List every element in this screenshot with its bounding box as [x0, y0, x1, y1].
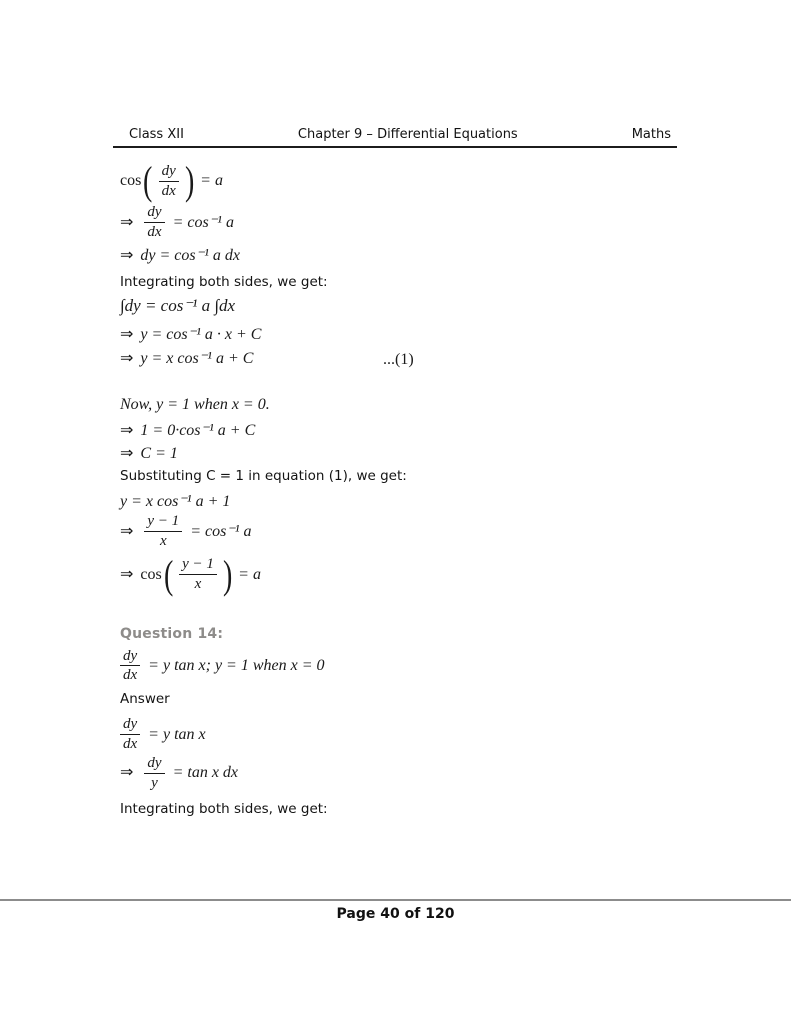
- fraction-numerator: dy: [144, 755, 164, 774]
- fraction-denominator: dx: [147, 223, 162, 240]
- equation-rhs: = cos⁻¹ a: [190, 522, 252, 540]
- equation-rhs: = y tan x: [148, 725, 206, 743]
- implies-arrow: ⇒: [120, 213, 134, 231]
- equation-y-xcosinv: [120, 349, 696, 368]
- fraction-numerator: dy: [144, 204, 164, 223]
- substituting-text: Substituting C = 1 in equation (1), we get:: [120, 467, 407, 484]
- header-subject-label: Maths: [631, 127, 671, 142]
- equation-body: y = x cos⁻¹ a + 1: [120, 492, 231, 510]
- equation-substitute-condition: [120, 421, 696, 440]
- equation-start: [120, 716, 696, 753]
- equation-body: 1 = 0·cos⁻¹ a + C: [140, 421, 256, 439]
- header-rule: [113, 146, 677, 148]
- equation-rhs: = cos⁻¹ a: [172, 213, 234, 231]
- fraction-denominator: y: [151, 774, 158, 791]
- equation-c-equals-1: [120, 444, 696, 463]
- implies-arrow: ⇒: [120, 246, 134, 264]
- equation-dydx-cosinv: [120, 204, 696, 241]
- solution-content: [120, 155, 696, 818]
- equation-cos-dydx: [120, 158, 696, 204]
- fraction-numerator: dy: [120, 716, 140, 735]
- implies-arrow: ⇒: [120, 566, 134, 584]
- implies-arrow: ⇒: [120, 350, 134, 368]
- fraction-dy-dx: [159, 163, 179, 200]
- condition-body: Now, y = 1 when x = 0.: [120, 396, 270, 414]
- fraction-numerator: y − 1: [179, 556, 217, 575]
- header-chapter-title: Chapter 9 – Differential Equations: [297, 127, 518, 142]
- equation-rhs: = a: [200, 172, 223, 190]
- equation-separated: [120, 755, 696, 792]
- equation-y-substituted: [120, 492, 696, 511]
- fraction-denominator: dx: [123, 735, 138, 752]
- implies-arrow: ⇒: [120, 764, 134, 782]
- initial-condition-text: [120, 395, 696, 414]
- fraction-denominator: x: [194, 576, 202, 593]
- page-number: Page 40 of 120: [336, 906, 455, 922]
- equation-body: dy = cos⁻¹ a dx: [140, 246, 240, 264]
- fraction-y-minus-1-over-x: [144, 513, 182, 550]
- equation-y-cosinv-ax: [120, 325, 696, 344]
- fraction-numerator: y − 1: [144, 513, 182, 532]
- fraction-denominator: dx: [123, 667, 138, 684]
- page-header: [113, 127, 677, 142]
- equation-number-tag: ...(1): [383, 351, 414, 369]
- equation-cos-final: [120, 552, 696, 598]
- right-paren: ): [184, 158, 195, 203]
- cos-function: cos: [140, 566, 162, 584]
- equation-body: y = x cos⁻¹ a + C: [140, 350, 254, 368]
- answer-label: Answer: [120, 691, 170, 708]
- right-paren: ): [222, 551, 233, 597]
- cos-function: cos: [120, 172, 142, 190]
- equation-body: C = 1: [140, 444, 178, 462]
- equation-rhs: = a: [238, 566, 261, 584]
- equation-body: ∫dy = cos⁻¹ a ∫dx: [120, 295, 236, 315]
- integrating-text-2: Integrating both sides, we get:: [120, 801, 328, 818]
- equation-ratio: [120, 513, 696, 550]
- implies-arrow: ⇒: [120, 326, 134, 344]
- equation-dy-cosinv-adx: [120, 246, 696, 265]
- header-class-label: Class XII: [129, 127, 184, 142]
- left-paren: (: [163, 551, 174, 597]
- fraction-dy-over-y: [144, 755, 164, 792]
- fraction-dy-dx: [120, 716, 140, 753]
- left-paren: (: [143, 158, 153, 203]
- implies-arrow: ⇒: [120, 421, 134, 439]
- fraction-y-minus-1-over-x: [179, 556, 217, 593]
- fraction-dy-dx: [120, 648, 140, 685]
- equation-rhs: = y tan x; y = 1 when x = 0: [148, 657, 325, 675]
- fraction-denominator: x: [159, 532, 167, 549]
- equation-rhs: = tan x dx: [172, 764, 239, 782]
- fraction-numerator: dy: [120, 648, 140, 667]
- footer-rule: [0, 899, 791, 901]
- equation-body: y = cos⁻¹ a · x + C: [140, 326, 262, 344]
- implies-arrow: ⇒: [120, 522, 134, 540]
- fraction-dy-dx: [144, 204, 164, 241]
- implies-arrow: ⇒: [120, 444, 134, 462]
- equation-integral: [120, 296, 696, 316]
- question-14-heading: Question 14:: [120, 625, 224, 642]
- integrating-text-1: Integrating both sides, we get:: [120, 273, 328, 290]
- equation-question-statement: [120, 648, 696, 685]
- fraction-numerator: dy: [159, 163, 179, 182]
- fraction-denominator: dx: [161, 182, 176, 199]
